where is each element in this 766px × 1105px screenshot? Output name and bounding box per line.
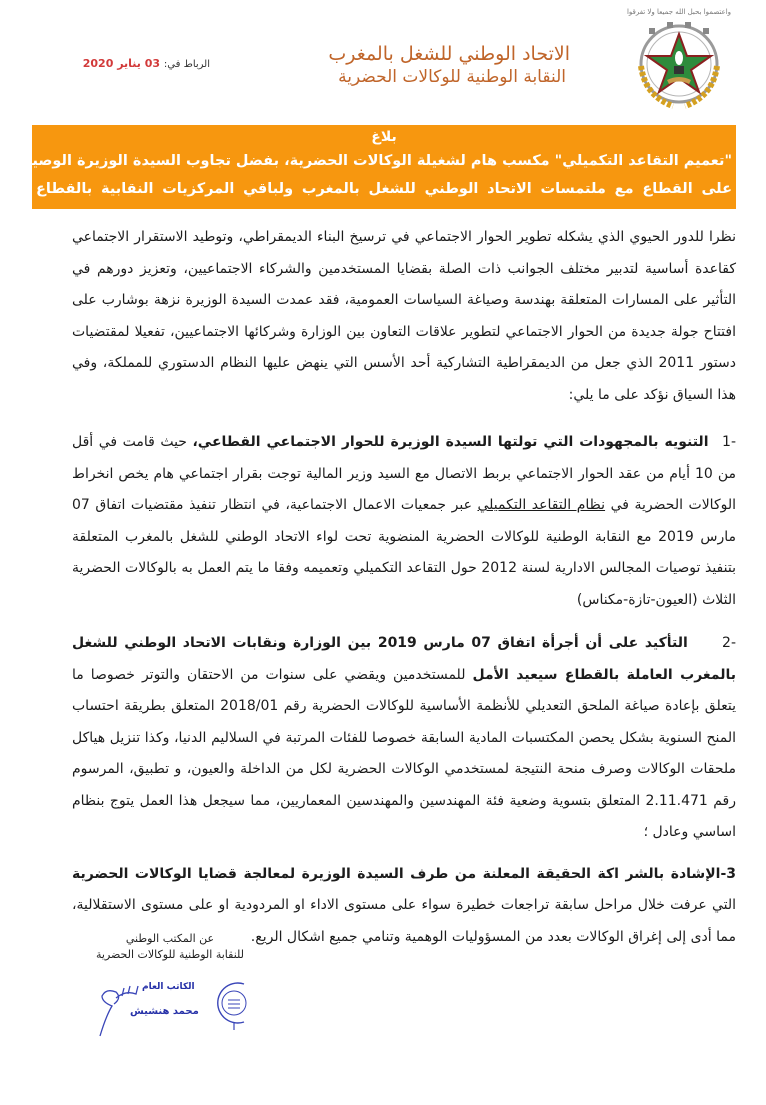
signature-block [95,931,245,963]
signatory-role: الكاتب العام [142,982,195,992]
signature-and-stamp [92,976,260,1038]
list-item-1 [72,427,736,616]
banner-title: بلاغ [371,129,397,145]
document-date [60,57,210,70]
date-value: 03 يناير 2020 [82,57,161,70]
org-name-line2: النقابة الوطنية للوكالات الحضرية [338,67,566,87]
banner-headline-line2: على القطاع مع ملتمسات الاتحاد الوطني للشغل بالمغرب ولباقي المركزيات النقابية بالقطاع [36,181,732,197]
item-bold-text: التأكيد على أن أجرأة اتفاق 07 مارس 2019 بين الوزارة ونقابات الاتحاد الوطني للشغل بالمغرب العاملة بالقطاع سيعيد الأمل [72,635,736,683]
union-logo [606,6,752,118]
item-text: للمستخدمين ويقضي على سنوات من الاحتقان والتوتر خصوصا ما يتعلق بإعادة صياغة الملحق التعديلي للأنظمة الأساسية للوكالات الحضرية رقم 2018/01 المتعلق بطريقة احتساب المنح السنوية بشكل يحصن المكتسبات المادية السابقة خصوصا للفئات المرتبة في السلاليم الدنيا، وكذا تنزيل هياكل ملحقات الوكالات وصرف منحة النتيجة لمستخدمي الوكالات الحضرية لكل من الداخلة والعيون، و تطبيق، المرسوم رقم 2.11.471 المتعلق بتسوية وضعية فئة المهندسين والمهندسين المعماريين، مما سيجعل هذا العمل يتوج بنظام اساسي وعادل ؛ [72,666,736,840]
list-item-2 [72,628,736,849]
signatory-name: محمد هنشيش [130,1006,199,1017]
item-underlined-text: نظام التقاعد التكميلي [477,497,606,513]
signature-line1: عن المكتب الوطني [125,932,215,945]
item-bold-text: التنويه بالمجهودات التي تولتها السيدة الوزيرة للحوار الاجتماعي القطاعي، [192,434,709,450]
item-text: التي عرفت خلال مراحل سابقة تراجعات خطيرة سواء على مستوى الاداء او المردودية او على مستوى الاستقلالية، مما أدى إلى إغراق الوكالات بعدد من المسؤوليات الوهمية وتنامي جميع اشكال الريع. [72,897,736,945]
communique-banner [23,125,736,209]
union-emblem-icon [627,18,731,114]
organization-title [250,42,570,88]
logo-motto: واعتصموا بحبل الله جميعا ولا تفرقوا [626,8,732,16]
item-text: حيث قامت في أقل من 10 أيام من عقد الحوار الاجتماعي بربط الاتصال مع السيد وزير المالية توجت بقرار اجتماعي هام يخص انخراط الوكالات الحضرية في [72,434,737,513]
item-number: -1 [722,434,737,450]
item-text-continued: عبر جمعيات الاعمال الاجتماعية، في انتظار تنفيذ مقتضيات اتفاق 07 مارس 2019 مع النقابة الوطنية للوكالات الحضرية المنضوية تحت لواء الاتحاد الوطني للشغل بالمغرب المتعلقة بتنفيذ توصيات المجالس الادارية لسنة 2012 حول التقاعد التكميلي وتعميمه وفقا ما يتم العمل به بالوكالات الحضرية الثلاث (العيون-تازة-مكناس) [72,497,736,608]
org-name-line1: الاتحاد الوطني للشغل بالمغرب [328,43,570,65]
signature-line2: للنقابة الوطنية للوكالات الحضرية [95,948,245,961]
banner-headline-line1: "تعميم التقاعد التكميلي" مكسب هام لشغيلة الوكالات الحضرية، بفضل تجاوب السيدة الوزيرة الوصية [23,153,732,169]
document-body [72,222,736,953]
item-number: 3- [720,865,736,882]
item-number: -2 [722,635,736,651]
official-stamp-icon [210,978,254,1034]
item-bold-text: الإشادة بالشر اكة الحقيقة المعلنة من طرف السيدة الوزيرة لمعالجة قضايا الوكالات الحضرية [72,865,721,882]
date-label: الرباط في: [163,59,210,70]
intro-paragraph: نظرا للدور الحيوي الذي يشكله تطوير الحوار الاجتماعي في ترسيخ البناء الديمقراطي، وتوطيد الاستقرار الاجتماعي كقاعدة أساسية لتدبير مختلف الجوانب ذات الصلة بقضايا المستخدمين والشركاء الاجتماعيين، وتعزيز دورهم في التأثير على المسارات المتعلقة بهندسة وصياغة السياسات العمومية، فقد عمدت السيدة الوزيرة نزهة بوشارب على افتتاح جولة جديدة من الحوار الاجتماعي لتطوير علاقات التعاون بين الوزارة وشركائها الاجتماعيين، تفعيلا لمقتضيات دستور 2011 الذي جعل من الديمقراطية التشاركية أحد الأسس التي ينهض عليها النظام الدستوري للمملكة، وفي هذا السياق نؤكد على ما يلي: [72,229,736,403]
